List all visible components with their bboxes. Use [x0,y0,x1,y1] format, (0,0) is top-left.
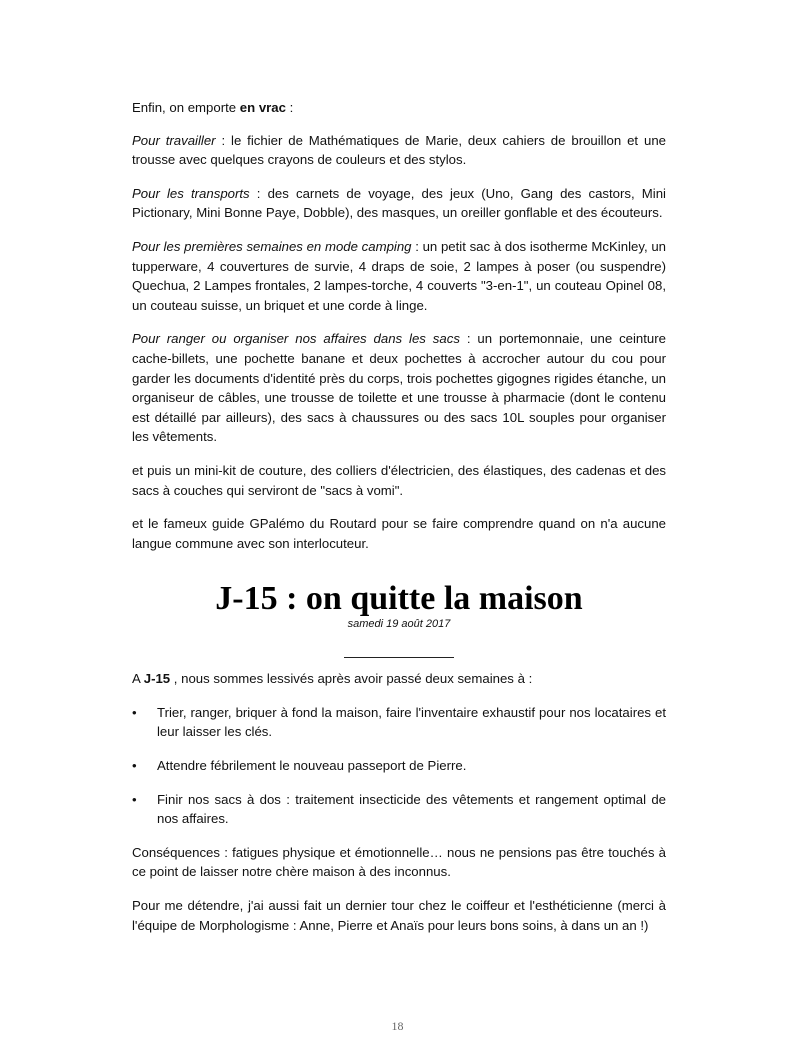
list-item-text: Trier, ranger, briquer à fond la maison, faire l'inventaire exhaustif pour nos locataires et leur laisser les clés. [157,704,666,740]
packing-lead: Pour les transports [132,185,250,201]
packing-text: : un portemonnaie, une ceinture cache-billets, une pochette banane et deux pochettes à accrocher autour du cou pour garder les documents d'identité près du corps, trois pochettes gigognes rigides étanche, un organiseur de câbles, une trousse de toilette et une trousse à pharmacie (dont le contenu est détaillé par ailleurs), des sacs à chaussures ou des sacs 10L souples pour organiser les vêtements. [132,331,666,445]
packing-organise-paragraph [132,329,666,447]
intro-bold: en vrac [239,100,286,115]
list-item [132,790,666,829]
bullet-icon: • [132,791,137,807]
packing-transport-paragraph [132,184,666,223]
consequences-paragraph: Conséquences : fatigues physique et émotionnelle… nous ne pensions pas être touchés à ce point de laisser notre chère maison à des inconnus. [132,844,666,880]
packing-work-paragraph [132,131,666,170]
page-number: 18 [391,1019,404,1033]
list-item-text: Attendre fébrilement le nouveau passeport de Pierre. [157,758,467,774]
chapter-title: J-15 : on quitte la maison [215,580,583,618]
chapter-separator [344,657,454,658]
chapter-date: samedi 19 août 2017 [347,618,451,631]
chapter-intro-bold: J-15 [143,671,171,687]
list-item [132,756,666,776]
chapter-intro-prefix: A [132,671,144,687]
relax-paragraph: Pour me détendre, j'ai aussi fait un dernier tour chez le coiffeur et l'esthéticienne (merci à l'équipe de Morphologisme : Anne, Pierre et Anaïs pour leurs bons soins, à dans un an !) [132,898,666,933]
list-item-text: Finir nos sacs à dos : traitement insecticide des vêtements et rangement optimal de nos affaires. [157,791,666,827]
guide-paragraph: et le fameux guide GPalémo du Routard pour se faire comprendre quand on n'a aucune langue commune avec son interlocuteur. [132,516,666,551]
list-item [132,703,666,742]
chapter-header [132,581,666,658]
intro-suffix: : [285,100,294,115]
packing-camping-paragraph [132,237,666,315]
packing-lead: Pour travailler [132,132,216,148]
chapter-intro-suffix: , nous sommes lessivés après avoir passé deux semaines à : [170,671,533,687]
packing-lead: Pour ranger ou organiser nos affaires dans les sacs [132,331,460,347]
intro-paragraph [132,98,666,118]
packing-text: : des carnets de voyage, des jeux (Uno, Gang des castors, Mini Pictionary, Mini Bonne Paye, Dobble), des masques, un oreiller gonflable et des écouteurs. [132,185,666,221]
bullet-icon: • [132,704,137,720]
intro-prefix: Enfin, on emporte [132,100,240,115]
task-list [132,703,666,829]
document-page [132,98,666,949]
bullet-icon: • [132,758,137,774]
chapter-intro-paragraph [132,669,666,689]
packing-lead: Pour les premières semaines en mode camping [132,238,412,254]
extras-paragraph: et puis un mini-kit de couture, des colliers d'électricien, des élastiques, des cadenas et des sacs à couches qui serviront de "sacs à vomi". [132,462,666,498]
packing-text: : le fichier de Mathématiques de Marie, deux cahiers de brouillon et une trousse avec quelques crayons de couleurs et des stylos. [132,132,666,168]
packing-text: : un petit sac à dos isotherme McKinley, un tupperware, 4 couvertures de survie, 4 draps de soie, 2 lampes à poser (ou suspendre) Quechua, 2 Lampes frontales, 2 lampes-torche, 4 couverts "3-en-1", un couteau Opinel 08, un couteau suisse, un briquet et une corde à linge. [132,238,666,313]
